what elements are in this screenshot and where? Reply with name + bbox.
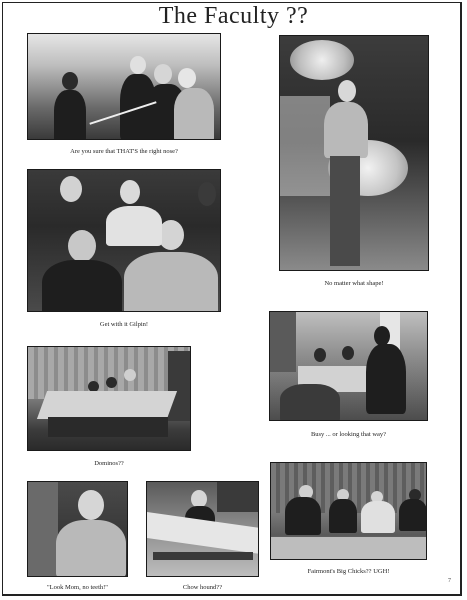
caption-nose: Are you sure that THAT'S the right nose? <box>70 148 178 155</box>
caption-chicks: Fairmont's Big Chicks?? UGH! <box>307 568 390 575</box>
caption-chow: Chow hound?? <box>182 584 223 591</box>
caption-gilpin: Get with it Gilpin! <box>99 321 149 328</box>
caption-dominos: Dominos?? <box>94 460 124 467</box>
photo-chicks <box>270 462 427 560</box>
photo-gilpin <box>27 169 221 312</box>
page-number: 7 <box>448 578 451 584</box>
photo-nose <box>27 33 221 140</box>
photo-mom <box>27 481 128 577</box>
photo-chow <box>146 481 259 577</box>
photo-pompom <box>279 35 429 271</box>
page-title: The Faculty ?? <box>158 3 309 29</box>
caption-table: Busy ... or looking that way? <box>310 431 387 438</box>
caption-pompom: No matter what shape! <box>324 280 384 287</box>
photo-dominos <box>27 346 191 451</box>
caption-mom: "Look Mom, no teeth!" <box>47 584 108 591</box>
photo-table <box>269 311 428 421</box>
